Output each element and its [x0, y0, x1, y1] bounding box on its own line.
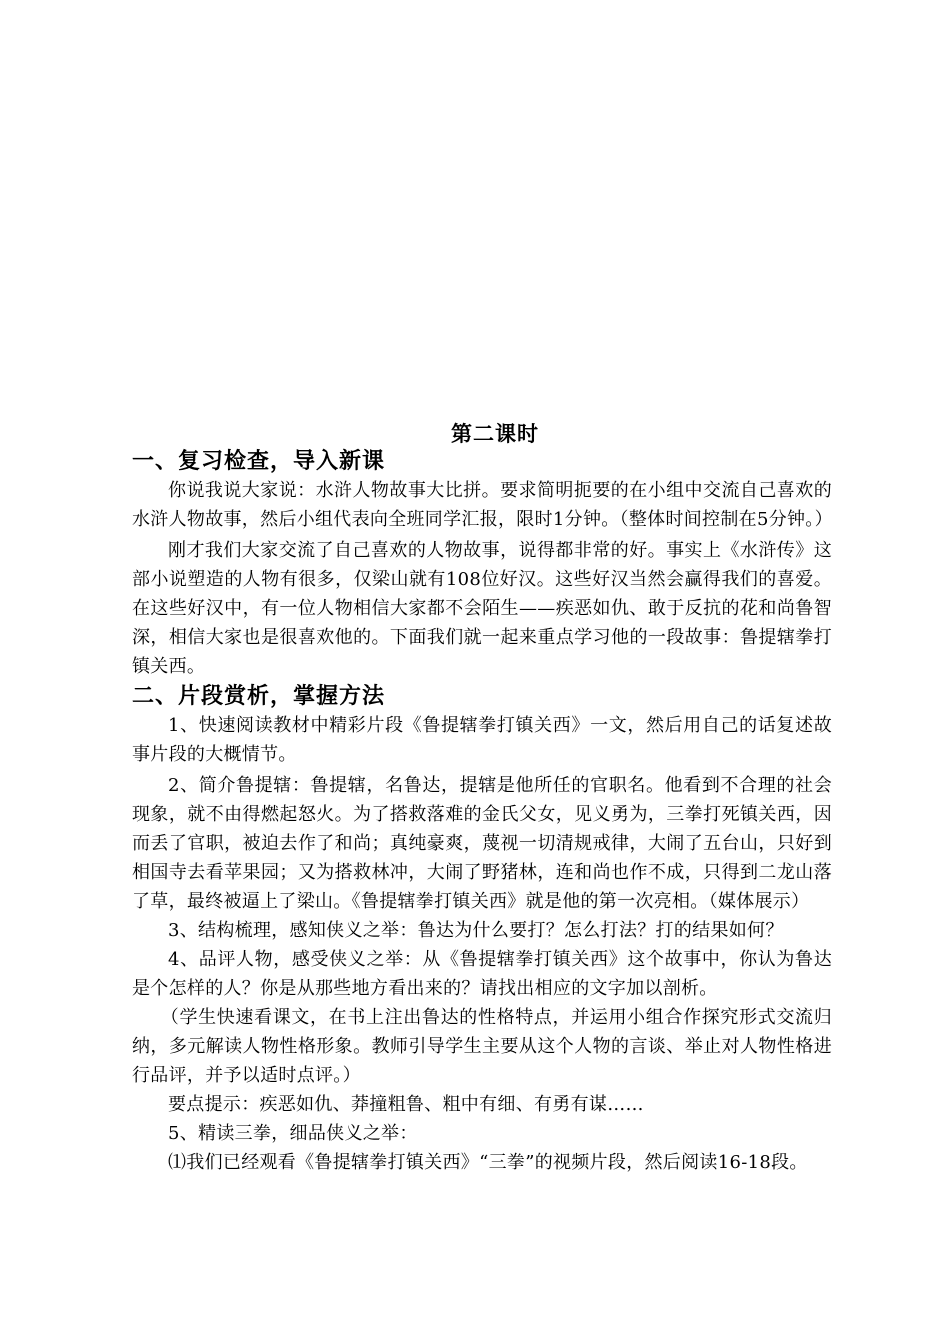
paragraph: 要点提示：疾恶如仇、莽撞粗鲁、粗中有细、有勇有谋……: [168, 1094, 644, 1115]
paragraph: ⑴我们已经观看《鲁提辖拳打镇关西》“三拳”的视频片段，然后阅读16-18段。: [168, 1152, 808, 1173]
section-heading-review: 一、复习检查，导入新课: [132, 448, 386, 474]
lesson-title: 第二课时: [451, 421, 539, 446]
section-heading-analysis: 二、片段赏析，掌握方法: [132, 683, 386, 709]
paragraph: 1、快速阅读教材中精彩片段《鲁提辖拳打镇关西》一文，然后用自己的话复述故事片段的大概情节。: [132, 715, 832, 765]
document-body: [132, 446, 832, 1177]
paragraph: 2、简介鲁提辖：鲁提辖，名鲁达，提辖是他所任的官职名。他看到不合理的社会现象，就不由得燃起怒火。为了搭救落难的金氏父女，见义勇为，三拳打死镇关西，因而丢了官职，被迫去作了和尚；真纯豪爽，蔑视一切清规戒律，大闹了五台山，只好到相国寺去看苹果园；又为搭救林冲，大闹了野猪林，连和尚也作不成，只得到二龙山落了草，最终被逼上了梁山。《鲁提辖拳打镇关西》就是他的第一次亮相。（媒体展示）: [132, 775, 832, 912]
paragraph: 3、结构梳理，感知侠义之举：鲁达为什么要打？怎么打法？打的结果如何？: [168, 920, 784, 941]
paragraph: 4、品评人物，感受侠义之举：从《鲁提辖拳打镇关西》这个故事中，你认为鲁达是个怎样的人？你是从那些地方看出来的？请找出相应的文字加以剖析。: [132, 949, 832, 999]
paragraph: 你说我说大家说：水浒人物故事大比拼。要求简明扼要的在小组中交流自己喜欢的水浒人物故事，然后小组代表向全班同学汇报，限时1分钟。（整体时间控制在5分钟。）: [132, 480, 833, 530]
paragraph: 刚才我们大家交流了自己喜欢的人物故事，说得都非常的好。事实上《水浒传》这部小说塑造的人物有很多，仅梁山就有108位好汉。这些好汉当然会赢得我们的喜爱。在这些好汉中，有一位人物相信大家都不会陌生——疾恶如仇、敢于反抗的花和尚鲁智深，相信大家也是很喜欢他的。下面我们就一起来重点学习他的一段故事：鲁提辖拳打镇关西。: [132, 540, 832, 677]
paragraph: 5、精读三拳，细品侠义之举：: [168, 1123, 418, 1144]
paragraph-note: （学生快速看课文，在书上注出鲁达的性格特点，并运用小组合作探究形式交流归纳，多元解读人物性格形象。教师引导学生主要从这个人物的言谈、举止对人物性格进行品评，并予以适时点评。）: [132, 1007, 832, 1086]
